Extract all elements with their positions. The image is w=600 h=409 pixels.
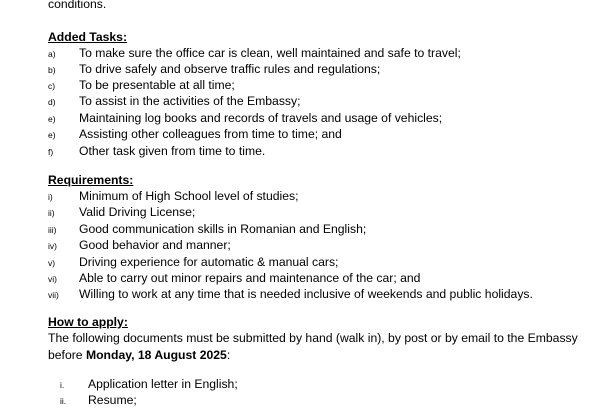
list-item-text: To drive safely and observe traffic rules and regulations; — [79, 62, 381, 76]
list-marker: b) — [48, 65, 56, 75]
list-item-text: Application letter in English; — [88, 377, 238, 391]
deadline-date: Monday, 18 August 2025 — [85, 348, 227, 362]
added-tasks-heading: Added Tasks: — [48, 30, 128, 44]
list-item-text: Good communication skills in Romanian and English; — [79, 222, 367, 236]
list-marker: e) — [48, 114, 56, 124]
list-item-text: Able to carry out minor repairs and maintenance of the car; and — [79, 271, 421, 285]
how-to-apply-heading: How to apply: — [48, 315, 128, 329]
list-item-text: Maintaining log books and records of travels and usage of vehicles; — [79, 111, 443, 125]
intro-tail: conditions. — [48, 0, 107, 11]
list-item-text: To assist in the activities of the Embassy; — [79, 94, 301, 108]
list-marker: e) — [48, 130, 56, 140]
list-marker: f) — [48, 147, 54, 157]
list-item-text: Driving experience for automatic & manual cars; — [79, 255, 339, 269]
list-item-text: Willing to work at any time that is needed inclusive of weekends and public holidays. — [79, 287, 533, 301]
list-item-text: Assisting other colleagues from time to time; and — [79, 127, 342, 141]
list-item-text: Other task given from time to time. — [79, 144, 266, 158]
requirements-heading: Requirements: — [48, 173, 134, 187]
list-marker: i. — [60, 380, 65, 390]
list-marker: v) — [48, 258, 56, 268]
list-marker: ii. — [60, 396, 67, 406]
list-marker: vi) — [48, 274, 57, 284]
list-marker: a) — [48, 49, 56, 59]
list-item-text: Good behavior and manner; — [79, 238, 231, 252]
list-marker: vii) — [48, 290, 59, 300]
list-marker: d) — [48, 97, 56, 107]
list-marker: c) — [48, 81, 56, 91]
list-item-text: Resume; — [88, 393, 137, 407]
list-marker: i) — [48, 192, 53, 202]
list-item-text: To be presentable at all time; — [79, 78, 235, 92]
list-item-text: Minimum of High School level of studies; — [79, 189, 299, 203]
how-to-apply-text-line-1: The following documents must be submitted by hand (walk in), by post or by email to the Embassy — [48, 331, 578, 345]
deadline-prefix: before — [48, 348, 86, 362]
list-marker: iv) — [48, 241, 57, 251]
list-marker: ii) — [48, 208, 55, 218]
deadline-suffix: : — [226, 348, 231, 362]
list-item-text: Valid Driving License; — [79, 205, 196, 219]
how-to-apply-text-line-2 — [48, 347, 230, 363]
list-marker: iii) — [48, 225, 57, 235]
list-item-text: To make sure the office car is clean, well maintained and safe to travel; — [79, 46, 461, 60]
